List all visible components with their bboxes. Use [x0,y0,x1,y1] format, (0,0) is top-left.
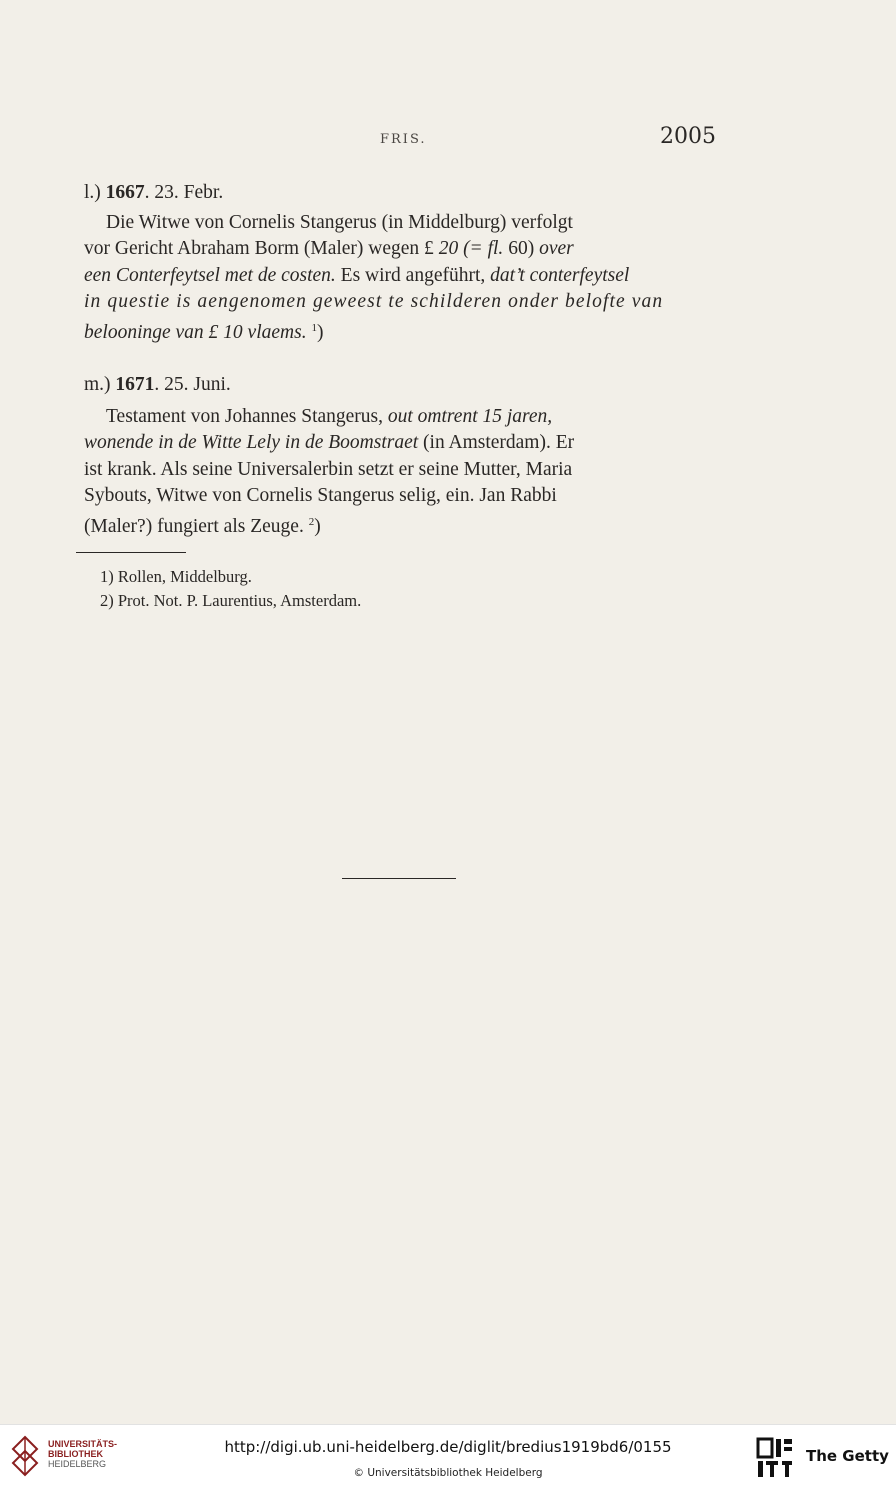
entry-label: m.) [84,374,111,395]
paragraph-line: belooninge van £ 10 vlaems. $^1$) [84,322,324,344]
paragraph-line: Die Witwe von Cornelis Stangerus (in Middelburg) verfolgt [106,212,573,233]
entry-l-paragraph [84,210,718,346]
footnote-1: 1) Rollen, Middelburg. [100,567,252,586]
paragraph-line: wonende in de Witte Lely in de Boomstraet (in Amsterdam). Er [84,432,575,454]
paragraph-line: (Maler?) fungiert als Zeuge. $^2$) [84,516,321,538]
university-library-logo[interactable]: UNIVERSITÄTS- BIBLIOTHEK HEIDELBERG [48,1439,118,1469]
getty-partner-label[interactable]: The Getty [806,1447,889,1465]
page-number: 2005 [660,124,716,149]
entry-l-heading [84,180,223,206]
footnote-ref-2: 2 [308,516,315,529]
copyright-notice: © Universitätsbibliothek Heidelberg [353,1467,543,1479]
permalink-url[interactable]: http://digi.ub.uni-heidelberg.de/diglit/bredius1919bd6/0155 [224,1438,672,1456]
entry-m-heading [84,372,231,398]
entry-date: . 23. Febr. [144,182,224,203]
paragraph-line: een Conterfeytsel met de costen. Es wird angeführt, dat’t conterfeytsel [84,264,630,286]
paragraph-line: ist krank. Als seine Universalerbin setzt er seine Mutter, Maria [84,458,573,480]
paragraph-line: Sybouts, Witwe von Cornelis Stangerus selig, ein. Jan Rabbi [84,484,557,506]
paragraph-line: Testament von Johannes Stangerus, out omtrent 15 jaren, [106,406,553,427]
getty-logo-icon[interactable] [756,1437,794,1479]
footnote-2: 2) Prot. Not. P. Laurentius, Amsterdam. [100,591,362,610]
entry-label: l.) [84,182,101,203]
entry-year: 1667 [105,182,145,203]
entry-date: . 25. Juni. [154,374,231,395]
footnote-ref-1: 1 [311,322,317,335]
end-rule [342,878,456,879]
footnote-separator [76,552,186,553]
running-title: FRIS. [380,132,427,147]
paragraph-line: in questie is aengenomen geweest te schilderen onder belofte van [84,290,664,312]
entry-year: 1671 [115,374,155,395]
entry-m-paragraph [84,404,718,540]
viewer-footer [0,1424,896,1489]
paragraph-line: vor Gericht Abraham Borm (Maler) wegen £ 20 (= fl. 60) over [84,238,574,260]
